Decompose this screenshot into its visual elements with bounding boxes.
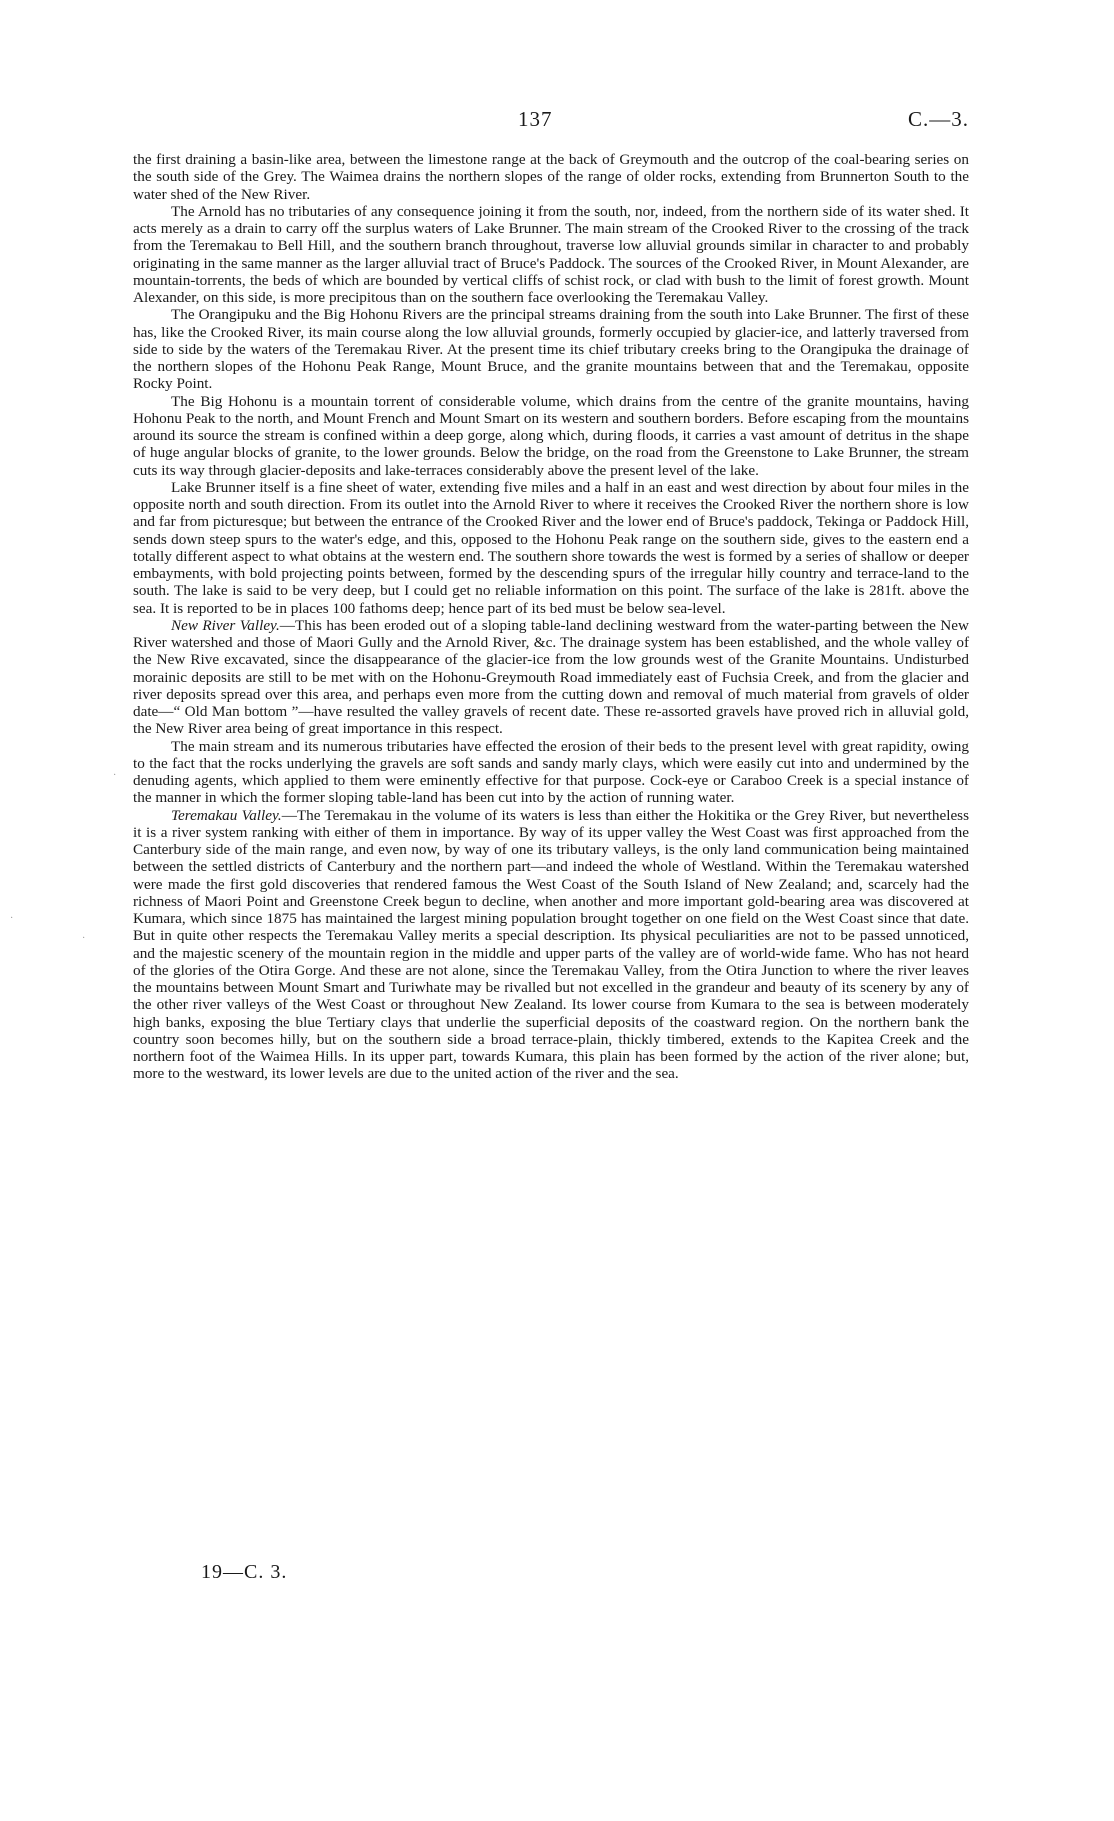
paragraph: The Orangipuku and the Big Hohonu Rivers are the principal streams draining from the south into Lake Brunner. The first of these has, like the Crooked River, its main course along the low alluvial grounds, formerly occupied by glacier-ice, and latterly traversed from side to side by the waters of the Teremakau River. At the present time its chief tributary creeks bring to the Orangipuka the drainage of the northern slopes of the Hohonu Peak Range, Mount Bruce, and the granite mountains between that and the Teremakau, opposite Rocky Point. [133,306,969,393]
page-header [0,107,1114,137]
scan-mark: · [113,770,117,781]
paragraph: The Arnold has no tributaries of any consequence joining it from the south, nor, indeed, from the northern side of its water shed. It acts merely as a drain to carry off the surplus waters of Lake Brunner. The main stream of the Crooked River to the crossing of the track from the Teremakau to Bell Hill, and the southern branch throughout, traverse low alluvial grounds similar in character to and probably originating in the same manner as the larger alluvial tract of Bruce's Paddock. The sources of the Crooked River, in Mount Alexander, are mountain-torrents, the beds of which are bounded by vertical cliffs of schist rock, or clad with bush to the limit of forest growth. Mount Alexander, on this side, is more precipitous than on the southern face overlooking the Teremakau Valley. [133,202,969,306]
document-reference: C.—3. [907,107,969,131]
page-number: 137 [518,107,553,131]
paragraph: New River Valley.—This has been eroded out of a sloping table-land declining westward from the water-parting between the New River watershed and those of Maori Gully and the Arnold River, &c. The drainage system has been established, and the whole valley of the New Rive excavated, since the disappearance of the glacier-ice from the low grounds west of the Granite Mountains. Undisturbed morainic deposits are still to be met with on the Hohonu-Greymouth Road immediately east of Fuchsia Creek, and from the glacier and river deposits spread over this area, and perhaps even more from the cutting down and removal of much material from gravels of older date—“ Old Man bottom ”—have resulted the valley gravels of recent date. These re-assorted gravels have proved rich in alluvial gold, the New River area being of great importance in this respect. [133,616,969,738]
paragraph: The main stream and its numerous tributaries have effected the erosion of their beds to the present level with great rapidity, owing to the fact that the rocks underlying the gravels are soft sands and sandy marly clays, which were easily cut into and undermined by the denuding agents, which applied to them were eminently effective for that purpose. Cock-eye or Caraboo Creek is a special instance of the manner in which the former sloping table-land has been cut into by the action of running water. [133,737,969,807]
section-heading-new-river-valley: New River Valley. [171,616,280,634]
paragraph: The Big Hohonu is a mountain torrent of considerable volume, which drains from the centre of the granite mountains, having Hohonu Peak to the north, and Mount French and Mount Smart on its western and southern borders. Before escaping from the mountains around its source the stream is confined within a deep gorge, along which, during floods, it carries a vast amount of detritus in the shape of huge angular blocks of granite, to the lower grounds. Below the bridge, on the road from the Greenstone to Lake Brunner, the stream cuts its way through glacier-deposits and lake-terraces considerably above the present level of the lake. [133,392,969,479]
scan-mark: · [10,913,14,924]
body-text [133,151,969,1083]
scan-mark: · [82,933,86,944]
paragraph: Lake Brunner itself is a fine sheet of water, extending five miles and a half in an east and west direction by about four miles in the opposite north and south direction. From its outlet into the Arnold River to where it receives the Crooked River the northern shore is low and far from picturesque; but between the entrance of the Crooked River and the lower end of Bruce's paddock, Tekinga or Paddock Hill, sends down steep spurs to the water's edge, and this, opposed to the Hohonu Peak range on the southern side, gives to the eastern end a totally different aspect to what obtains at the western end. The southern shore towards the west is formed by a series of shallow or deeper embayments, with bold projecting points between, formed by the descending spurs of the irregular hilly country and terrace-land to the south. The lake is said to be very deep, but I could get no reliable information on this point. The surface of the lake is 281ft. above the sea. It is reported to be in places 100 fathoms deep; hence part of its bed must be below sea-level. [133,478,969,617]
paragraph: the first draining a basin-like area, between the limestone range at the back of Greymouth and the outcrop of the coal-bearing series on the south side of the Grey. The Waimea drains the northern slopes of the range of older rocks, extending from Brunnerton South to the water shed of the New River. [133,151,969,203]
paragraph: Teremakau Valley.—The Teremakau in the volume of its waters is less than either the Hokitika or the Grey River, but nevertheless it is a river system ranking with either of them in importance. By way of its upper valley the West Coast was first approached from the Canterbury side of the main range, and even now, by way of one its tributary valleys, is the only land communication being maintained between the settled districts of Canterbury and the northern part—and indeed the whole of Westland. Within the Teremakau watershed were made the first gold discoveries that rendered famous the West Coast of the South Island of New Zealand; and, scarcely had the richness of Maori Point and Greenstone Creek begun to decline, when another and more important gold-bearing area was discovered at Kumara, which since 1875 has maintained the largest mining population brought together on one field on the West Coast since that date. But in quite other respects the Teremakau Valley merits a special description. Its physical peculiarities are not to be passed unnoticed, and the majestic scenery of the mountain region in the middle and upper parts of the valley are of world-wide fame. Who has not heard of the glories of the Otira Gorge. And these are not alone, since the Teremakau Valley, from the Otira Junction to where the river leaves the mountains between Mount Smart and Turiwhate may be rivalled but not excelled in the grandeur and beauty of its scenery by any of the other river valleys of the West Coast or throughout New Zealand. Its lower course from Kumara to the sea is between moderately high banks, exposing the blue Tertiary clays that underlie the superficial deposits of the coastward region. On the northern bank the country soon becomes hilly, but on the southern side a broad terrace-plain, thickly timbered, extends to the Kapitea Creek and the northern foot of the Waimea Hills. In its upper part, towards Kumara, this plain has been formed by the action of the river alone; but, more to the westward, its lower levels are due to the united action of the river and the sea. [133,806,970,1083]
section-heading-teremakau-valley: Teremakau Valley. [171,806,282,824]
signature-mark: 19—C. 3. [201,1561,288,1583]
